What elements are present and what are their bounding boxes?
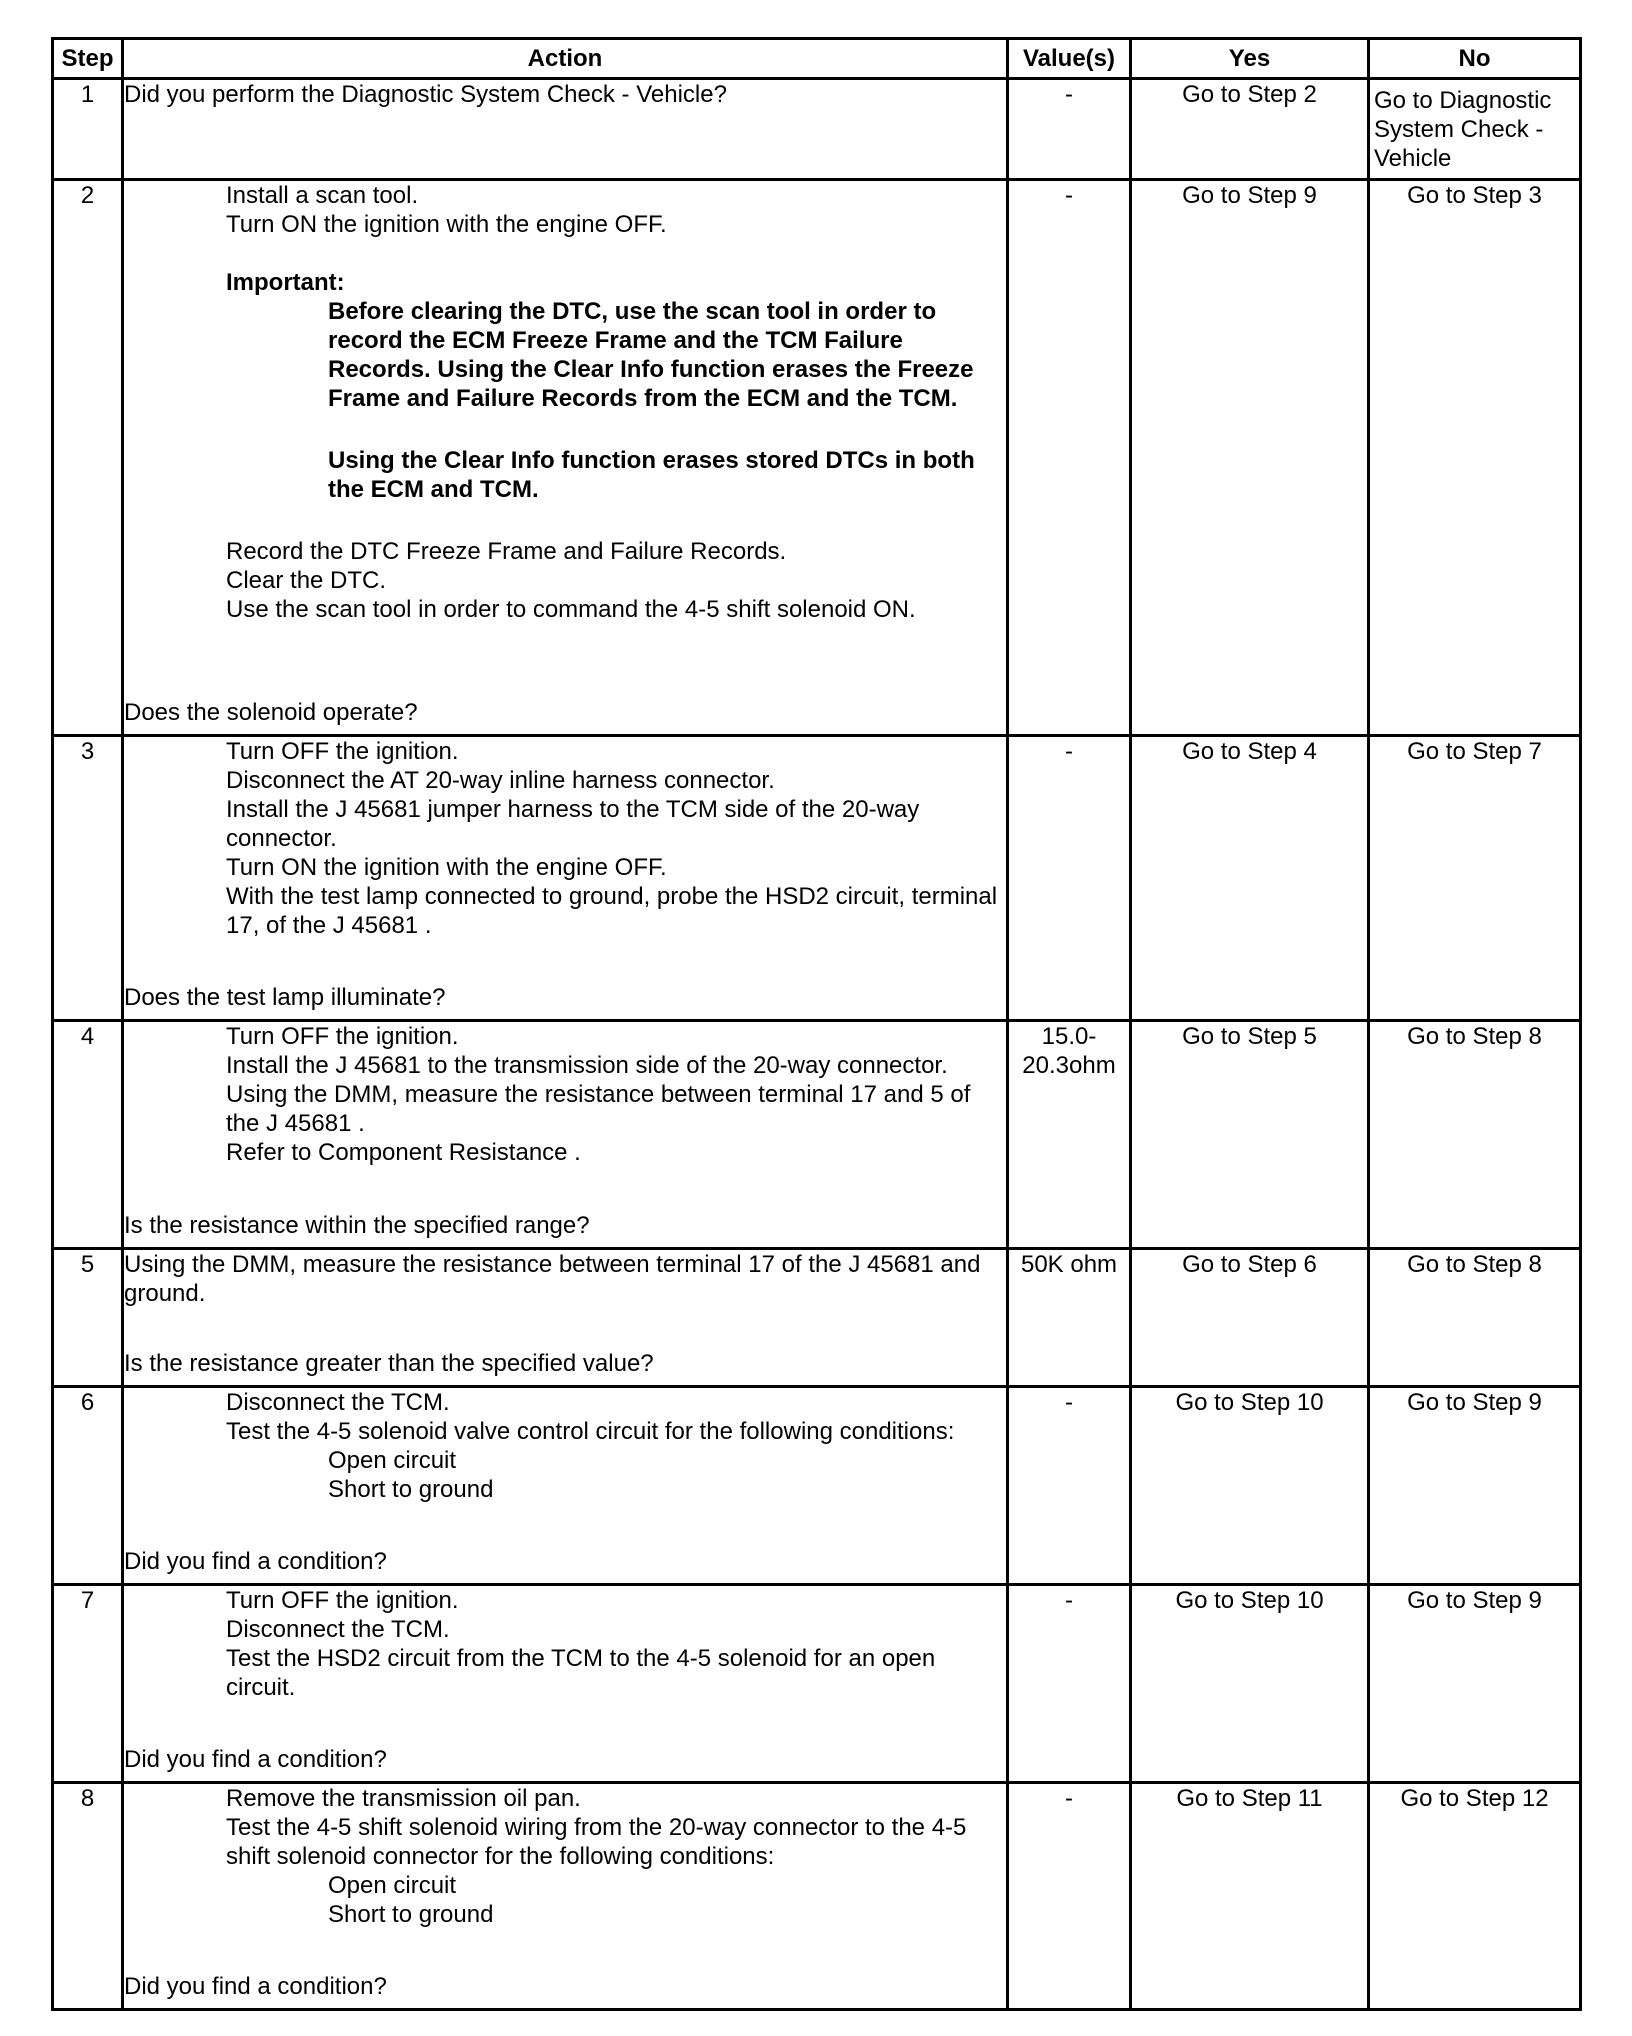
yes-cell: Go to Step 11 xyxy=(1131,1783,1369,2010)
important-text: Before clearing the DTC, use the scan tool in order to record the ECM Freeze Frame and the TCM Failure Records. Using the Clear Info function erases the Freeze Frame and Failure Records from the ECM and the TCM. xyxy=(328,298,974,412)
header-no: No xyxy=(1369,39,1581,79)
action-line: Record the DTC Freeze Frame and Failure Records. xyxy=(226,538,787,565)
no-cell: Go to Step 9 xyxy=(1369,1387,1581,1585)
value-cell: - xyxy=(1008,79,1131,180)
table-row xyxy=(53,1783,1581,2010)
action-cell xyxy=(123,1387,1008,1585)
condition-item: Open circuit xyxy=(328,1872,457,1899)
value-cell: - xyxy=(1008,1387,1131,1585)
diagnostic-table xyxy=(51,37,1582,2011)
action-line: Use the scan tool in order to command the 4-5 shift solenoid ON. xyxy=(226,596,916,623)
value-cell: - xyxy=(1008,180,1131,736)
table-row xyxy=(53,1249,1581,1387)
action-line: Disconnect the TCM. xyxy=(226,1616,450,1643)
action-line: Turn ON the ignition with the engine OFF. xyxy=(226,854,667,881)
step-number: 5 xyxy=(53,1249,123,1387)
action-line: Turn OFF the ignition. xyxy=(226,1587,459,1614)
action-line: Install a scan tool. xyxy=(226,182,419,209)
step-number: 2 xyxy=(53,180,123,736)
header-row xyxy=(53,39,1581,79)
no-cell: Go to Step 8 xyxy=(1369,1021,1581,1249)
step-number: 1 xyxy=(53,79,123,180)
value-cell: - xyxy=(1008,1585,1131,1783)
action-line: Turn OFF the ignition. xyxy=(226,738,459,765)
yes-cell: Go to Step 9 xyxy=(1131,180,1369,736)
value-cell: - xyxy=(1008,1783,1131,2010)
action-cell xyxy=(123,1585,1008,1783)
value-cell: 15.0-20.3ohm xyxy=(1008,1021,1131,1249)
yes-cell: Go to Step 10 xyxy=(1131,1387,1369,1585)
action-cell xyxy=(123,1249,1008,1387)
action-cell xyxy=(123,736,1008,1021)
no-cell: Go to Step 12 xyxy=(1369,1783,1581,2010)
no-cell: Go to Diagnostic System Check - Vehicle xyxy=(1369,79,1581,180)
no-cell: Go to Step 7 xyxy=(1369,736,1581,1021)
action-cell xyxy=(123,1783,1008,2010)
action-line: Disconnect the AT 20-way inline harness connector. xyxy=(226,767,775,794)
action-line: Disconnect the TCM. xyxy=(226,1389,450,1416)
value-cell: - xyxy=(1008,736,1131,1021)
no-cell: Go to Step 9 xyxy=(1369,1585,1581,1783)
table-row xyxy=(53,1021,1581,1249)
action-line: Using the DMM, measure the resistance between terminal 17 of the J 45681 and ground. xyxy=(124,1251,981,1307)
action-line: Refer to Component Resistance . xyxy=(226,1139,581,1166)
header-values: Value(s) xyxy=(1008,39,1131,79)
step-number: 6 xyxy=(53,1387,123,1585)
important-text: Using the Clear Info function erases stored DTCs in both the ECM and TCM. xyxy=(328,447,975,503)
question-text: Did you find a condition? xyxy=(124,1746,387,1773)
yes-cell: Go to Step 5 xyxy=(1131,1021,1369,1249)
action-cell xyxy=(123,180,1008,736)
table-row xyxy=(53,180,1581,736)
important-label: Important: xyxy=(226,269,345,296)
action-line: Remove the transmission oil pan. xyxy=(226,1785,581,1812)
yes-cell: Go to Step 6 xyxy=(1131,1249,1369,1387)
step-number: 8 xyxy=(53,1783,123,2010)
question-text: Did you find a condition? xyxy=(124,1973,387,2000)
table-row xyxy=(53,1585,1581,1783)
question-text: Does the test lamp illuminate? xyxy=(124,984,446,1011)
question-text: Is the resistance greater than the specified value? xyxy=(124,1350,654,1377)
header-step: Step xyxy=(53,39,123,79)
action-line: Test the HSD2 circuit from the TCM to the 4-5 solenoid for an open circuit. xyxy=(226,1645,936,1701)
action-cell xyxy=(123,79,1008,180)
header-yes: Yes xyxy=(1131,39,1369,79)
action-line: Using the DMM, measure the resistance between terminal 17 and 5 of the J 45681 . xyxy=(226,1081,971,1137)
action-line: Install the J 45681 to the transmission side of the 20-way connector. xyxy=(226,1052,948,1079)
question-text: Is the resistance within the specified range? xyxy=(124,1212,590,1239)
yes-cell: Go to Step 10 xyxy=(1131,1585,1369,1783)
value-cell: 50K ohm xyxy=(1008,1249,1131,1387)
no-cell: Go to Step 8 xyxy=(1369,1249,1581,1387)
action-line: Turn OFF the ignition. xyxy=(226,1023,459,1050)
header-action: Action xyxy=(123,39,1008,79)
question-text: Does the solenoid operate? xyxy=(124,699,418,726)
question-text: Did you perform the Diagnostic System Check - Vehicle? xyxy=(124,81,727,108)
action-cell xyxy=(123,1021,1008,1249)
yes-cell: Go to Step 2 xyxy=(1131,79,1369,180)
action-line: Test the 4-5 shift solenoid wiring from the 20-way connector to the 4-5 shift solenoid connector for the following conditions: xyxy=(226,1814,967,1870)
condition-item: Open circuit xyxy=(328,1447,457,1474)
table-row xyxy=(53,736,1581,1021)
yes-cell: Go to Step 4 xyxy=(1131,736,1369,1021)
condition-item: Short to ground xyxy=(328,1901,494,1928)
action-line: Test the 4-5 solenoid valve control circuit for the following conditions: xyxy=(226,1418,955,1445)
action-line: Clear the DTC. xyxy=(226,567,387,594)
table-row xyxy=(53,79,1581,180)
no-cell: Go to Step 3 xyxy=(1369,180,1581,736)
step-number: 4 xyxy=(53,1021,123,1249)
step-number: 7 xyxy=(53,1585,123,1783)
table-row xyxy=(53,1387,1581,1585)
step-number: 3 xyxy=(53,736,123,1021)
action-line: With the test lamp connected to ground, probe the HSD2 circuit, terminal 17, of the J 45681 . xyxy=(226,883,998,939)
action-line: Turn ON the ignition with the engine OFF. xyxy=(226,211,667,238)
action-line: Install the J 45681 jumper harness to the TCM side of the 20-way connector. xyxy=(226,796,920,852)
condition-item: Short to ground xyxy=(328,1476,494,1503)
question-text: Did you find a condition? xyxy=(124,1548,387,1575)
